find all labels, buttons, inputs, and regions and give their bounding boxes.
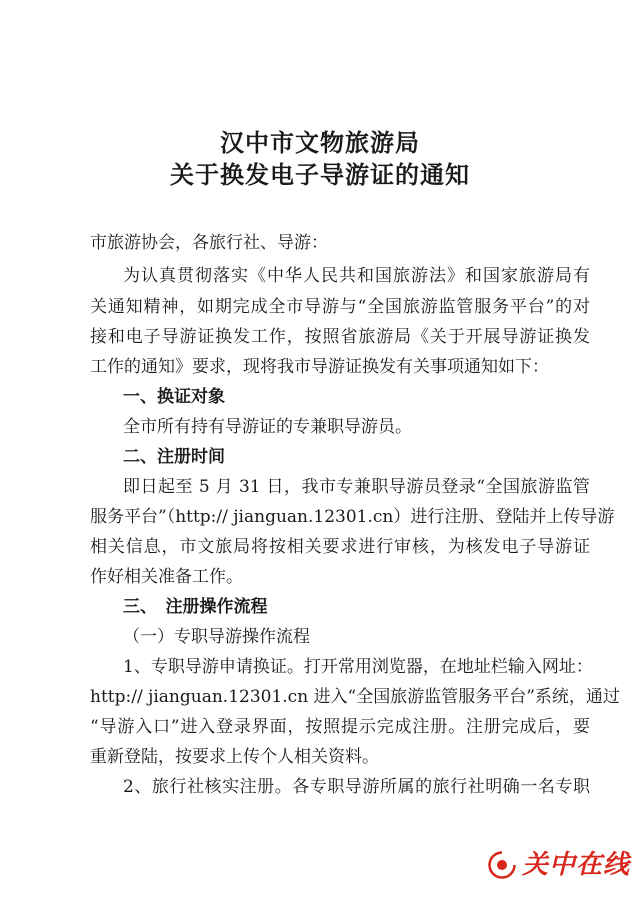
logo-mark-icon <box>488 851 516 879</box>
watermark-logo <box>488 848 630 882</box>
paragraph-line: 重新登陆，按要求上传个人相关资料。 <box>90 747 379 767</box>
section-heading-1: 一、换证对象 <box>123 387 225 407</box>
logo-text: 关中在线 <box>522 850 631 880</box>
subsection-heading: （一）专职导游操作流程 <box>123 627 310 647</box>
section-heading-3: 三、 注册操作流程 <box>123 597 268 617</box>
paragraph-line: http:// jianguan.12301.cn 进入“全国旅游监管服务平台”系统，通过 <box>90 687 620 707</box>
paragraph-line: 作好相关准备工作。 <box>90 567 243 587</box>
paragraph-line: 为认真贯彻落实《中华人民共和国旅游法》和国家旅游局有 <box>123 266 590 286</box>
section-heading-2: 二、注册时间 <box>123 447 225 467</box>
paragraph-line: 即日起至 5 月 31 日，我市专兼职导游员登录“全国旅游监管 <box>123 477 590 497</box>
paragraph-line: 2、旅行社核实注册。各专职导游所属的旅行社明确一名专职 <box>123 777 590 797</box>
paragraph-line: 相关信息，市文旅局将按相关要求进行审核，为核发电子导游证 <box>90 537 590 557</box>
paragraph-line: 接和电子导游证换发工作，按照省旅游局《关于开展导游证换发 <box>90 327 590 347</box>
paragraph-line: 关通知精神，如期完成全市导游与“全国旅游监管服务平台”的对 <box>90 297 590 317</box>
paragraph-line: 1、专职导游申请换证。打开常用浏览器，在地址栏输入网址： <box>123 657 593 677</box>
paragraph-line: 工作的通知》要求，现将我市导游证换发有关事项通知如下： <box>90 357 549 377</box>
paragraph-line: 全市所有持有导游证的专兼职导游员。 <box>123 417 412 437</box>
paragraph-line: 服务平台”（http:// jianguan.12301.cn）进行注册、登陆并上传导游 <box>90 507 615 527</box>
document-title-line2: 关于换发电子导游证的通知 <box>170 160 470 189</box>
salutation: 市旅游协会，各旅行社、导游： <box>90 233 328 253</box>
document-title-line1: 汉中市文物旅游局 <box>220 128 420 157</box>
paragraph-line: “导游入口”进入登录界面，按照提示完成注册。注册完成后，要 <box>90 717 590 737</box>
